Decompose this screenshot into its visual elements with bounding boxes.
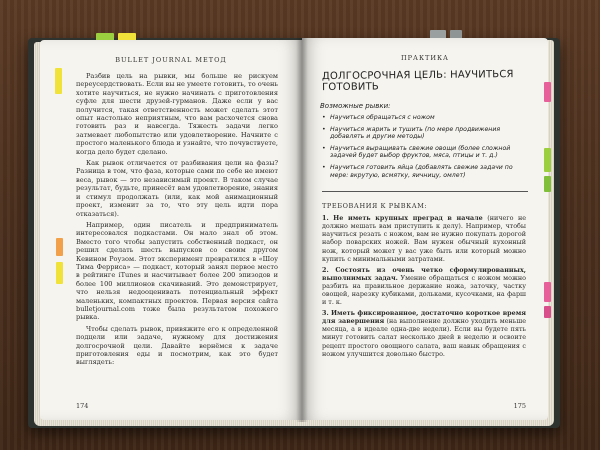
section-divider — [322, 191, 528, 192]
requirement-item — [322, 214, 526, 263]
requirements-heading: ТРЕБОВАНИЯ К РЫВКАМ: — [322, 202, 428, 211]
right-running-head: ПРАКТИКА — [401, 54, 449, 62]
left-body-text — [76, 72, 278, 367]
left-page — [40, 40, 302, 420]
left-paragraph: Как рывок отличается от разбивания цели на фазы? Разница в том, что фаза, которые сами по себе не имеют веса, рывок — это независимый проект. В таком случае результат, будьте, принесёт вам удовлетворение, знания и стимул продолжать (или, как мой анимационный проект, изменит за то, что эту цель идти пора отказаться). — [76, 159, 278, 218]
requirement-number: 2. — [322, 265, 329, 274]
left-running-head: BULLET JOURNAL МЕТОД — [115, 56, 227, 64]
top-tab-gray — [430, 30, 446, 38]
handwritten-list-item: • Научиться выращивать свежие овощи (более сложной задачей будет выбор фруктов, мяса, птицы и т. д.) — [320, 145, 528, 160]
tab-green-right-2 — [544, 176, 551, 192]
requirement-text: (на выполнение должно уходить меньше месяца, а в идеале одна-две недели). Если вы будете пять минут готовить салат несколько дней в неделю и освоите рецепт простого овощного салата, ваш навык обращения с ножом улучшится довольно быстро. — [322, 317, 526, 358]
left-paragraph: Чтобы сделать рывок, привяжите его к определенной подцели или задаче, нужному для достижения долгосрочной цели. Давайте вернёмся к задаче приготовления еды и посмотрим, как это будет выглядеть: — [76, 324, 278, 367]
handwritten-list-item: • Научиться обращаться с ножом — [320, 114, 528, 122]
spine-shadow — [296, 38, 308, 422]
tab-orange-left — [56, 238, 63, 256]
handwritten-title: ДОЛГОСРОЧНАЯ ЦЕЛЬ: НАУЧИТЬСЯ ГОТОВИТЬ — [321, 69, 514, 94]
requirement-text: Умение обращаться с ножом можно разбить на правильное держание ножа, заточку, частку овощей, нарезку кубиками, дольками, кусочками, на фарш и т. к. — [322, 273, 526, 307]
left-paragraph: Например, один писатель и предприниматель интересовался подкастами. Он мало знал об этом. Вместо того чтобы запустить собственный подкаст, он решил сделать шесть выпусков со своим другом Кевином Роузом. Этот эксперимент превратился в «Шоу Тима Ферриса» — подкаст, который занял первое место в рейтинге iTunes и насчитывает более 200 эпизодов и более 100 миллионов скачиваний. Это демонстрирует, что нельзя недооценивать потенциальный эффект маленьких, компактных проектов. Первая версия сайта bulletjournal.com тоже была результатом похожего рывка. — [76, 220, 278, 322]
requirement-item — [322, 266, 526, 306]
handwritten-list — [320, 114, 528, 179]
tab-pink-right-2 — [544, 282, 551, 302]
requirement-text: (ничего не должно мешать вам приступить к делу). Например, чтобы научиться резать с ножом, вам не нужно покупать дорогой набор поварских ножей. Вам нужен обычный кухонный нож, который может у вас уже быть или который можно купить с минимальными затратами. — [322, 214, 526, 263]
handwritten-list-item: • Научиться жарить и тушить (по мере продвижения добавлять и другие методы) — [320, 126, 528, 141]
requirements-list — [322, 214, 526, 358]
requirement-bold: Состоять из очень четко сформулированных, выполнимых задач. — [322, 265, 526, 282]
top-tab-gray-2 — [450, 30, 462, 38]
tab-green-right — [544, 148, 551, 172]
right-page — [302, 38, 548, 420]
requirement-item — [322, 309, 526, 358]
requirement-bold: Не иметь крупных преград в начале — [333, 214, 483, 223]
tab-pink-right-1 — [544, 82, 551, 102]
requirement-number: 3. — [322, 309, 329, 318]
tab-yellow-left-2 — [56, 262, 63, 284]
handwritten-subtitle: Возможные рывки: — [320, 102, 391, 110]
handwritten-list-item: • Научиться готовить яйца (добавлять свежие задачи по мере: вкрутую, всмятку, яичницу, омлет) — [320, 164, 528, 179]
requirement-bold: Иметь фиксированное, достаточно короткое время для завершения — [322, 309, 526, 326]
tab-yellow-left-1 — [55, 68, 62, 94]
left-page-number: 174 — [76, 402, 89, 410]
tab-pink-right-3 — [544, 306, 551, 318]
requirement-number: 1. — [322, 214, 329, 223]
right-page-number: 175 — [513, 402, 526, 410]
left-paragraph: Разбив цель на рывки, мы больше не рискуем переусердствовать. Если вы не умеете готовить, то очень хотите научиться, не нужно начинать с приготовления суфле для шести друзей-гурманов. Даже если у вас получится, такая ответственность может сделать этот опыт настолько неприятным, что вам расхочется снова готовить раз и навсегда. Тяжесть задачи легко затмевает любопытство или удовлетворение. Начните с простого маленького блюда и узнайте, что почувствуете, когда дело будет сделано. — [76, 72, 278, 156]
